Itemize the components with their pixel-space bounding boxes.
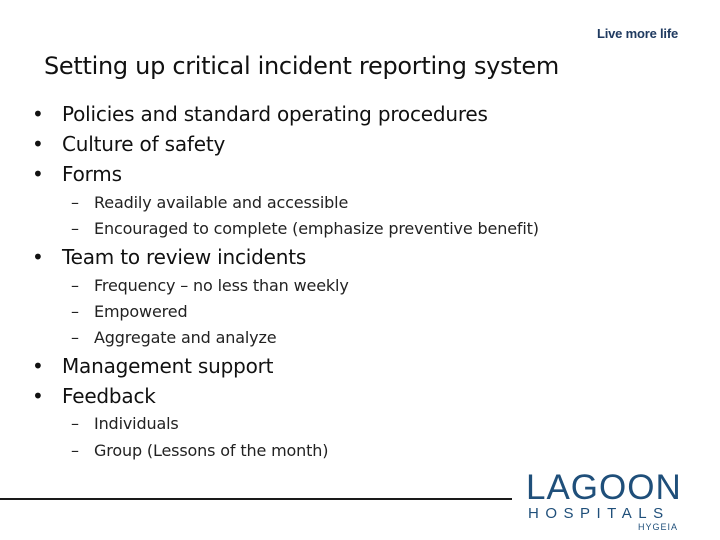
- sub-bullet-text: Frequency – no less than weekly: [94, 276, 349, 295]
- bullet-text: Forms: [62, 162, 122, 186]
- slide-title: Setting up critical incident reporting system: [44, 52, 559, 80]
- sub-bullet-item: [71, 414, 179, 433]
- hospital-logo: [526, 470, 686, 532]
- bullet-marker: •: [32, 162, 44, 186]
- sub-bullet-marker: –: [71, 302, 79, 321]
- bullet-item: [32, 245, 306, 269]
- sub-bullet-text: Empowered: [94, 302, 188, 321]
- sub-bullet-item: [71, 441, 328, 460]
- sub-bullet-marker: –: [71, 276, 79, 295]
- sub-bullet-marker: –: [71, 193, 79, 212]
- sub-bullet-item: [71, 328, 276, 347]
- bullet-marker: •: [32, 132, 44, 156]
- sub-bullet-text: Group (Lessons of the month): [94, 441, 329, 460]
- bullet-marker: •: [32, 354, 44, 378]
- sub-bullet-marker: –: [71, 414, 79, 433]
- logo-affiliate: HYGEIA: [637, 522, 678, 532]
- bullet-marker: •: [32, 102, 44, 126]
- bullet-item: [32, 132, 225, 156]
- sub-bullet-item: [71, 276, 349, 295]
- footer-divider: [0, 498, 512, 500]
- sub-bullet-item: [71, 302, 187, 321]
- bullet-item: [32, 162, 122, 186]
- sub-bullet-marker: –: [71, 328, 79, 347]
- sub-bullet-item: [71, 219, 539, 238]
- bullet-marker: •: [32, 245, 44, 269]
- sub-bullet-text: Aggregate and analyze: [94, 328, 277, 347]
- logo-wordmark: LAGOON: [526, 468, 682, 507]
- sub-bullet-item: [71, 193, 348, 212]
- logo-subtitle: HOSPITALS: [528, 505, 670, 522]
- brand-tagline: Live more life: [596, 26, 678, 41]
- bullet-marker: •: [32, 384, 44, 408]
- bullet-text: Management support: [62, 354, 274, 378]
- bullet-item: [32, 384, 156, 408]
- sub-bullet-text: Encouraged to complete (emphasize preventive benefit): [94, 219, 539, 238]
- sub-bullet-marker: –: [71, 441, 79, 460]
- sub-bullet-text: Readily available and accessible: [94, 193, 349, 212]
- bullet-item: [32, 102, 488, 126]
- bullet-text: Team to review incidents: [62, 245, 307, 269]
- bullet-text: Feedback: [62, 384, 156, 408]
- bullet-text: Culture of safety: [62, 132, 226, 156]
- bullet-text: Policies and standard operating procedures: [62, 102, 488, 126]
- bullet-item: [32, 354, 273, 378]
- sub-bullet-marker: –: [71, 219, 79, 238]
- sub-bullet-text: Individuals: [94, 414, 179, 433]
